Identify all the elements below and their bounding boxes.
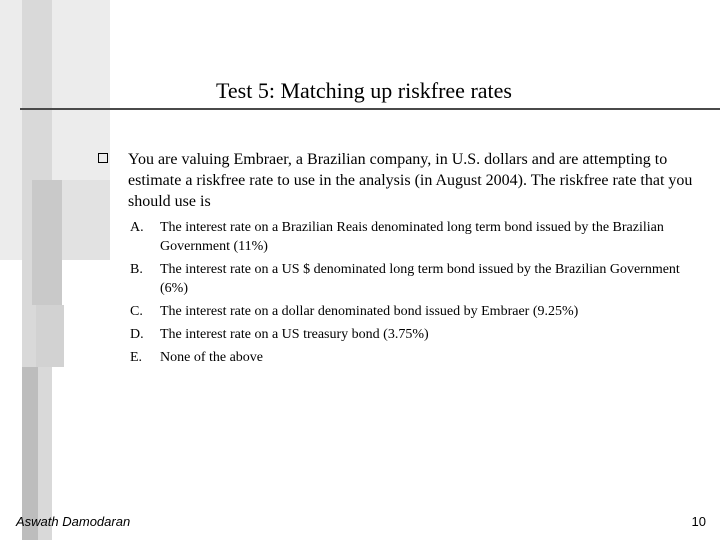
option-text: The interest rate on a US treasury bond (3.75%)	[160, 327, 429, 342]
answer-option-e	[130, 348, 690, 367]
answer-option-c	[130, 302, 690, 321]
slide-title: Test 5: Matching up riskfree rates	[216, 78, 512, 103]
question-text: You are valuing Embraer, a Brazilian company, in U.S. dollars and are attempting to estimate a riskfree rate to use in the analysis (in August 2004). The riskfree rate that you should use is	[128, 151, 693, 210]
page-number: 10	[691, 514, 706, 529]
answer-option-a	[130, 218, 690, 256]
option-letter: D.	[130, 327, 144, 342]
option-letter: C.	[130, 304, 143, 319]
decorative-block	[32, 180, 62, 305]
square-bullet-icon	[98, 153, 108, 163]
decorative-block	[36, 305, 64, 367]
option-text: None of the above	[160, 350, 264, 365]
option-letter: A.	[130, 220, 144, 235]
option-text: The interest rate on a US $ denominated long term bond issued by the Brazilian Government (6%)	[160, 262, 680, 296]
answer-option-d	[130, 325, 690, 344]
option-letter: E.	[130, 350, 143, 365]
option-letter: B.	[130, 262, 143, 277]
footer-author: Aswath Damodaran	[16, 514, 131, 529]
decorative-block	[58, 180, 110, 260]
option-text: The interest rate on a Brazilian Reais denominated long term bond issued by the Brazilian Government (11%)	[160, 220, 664, 254]
answer-option-b	[130, 260, 690, 298]
title-divider	[20, 108, 720, 110]
answer-options-list	[130, 218, 690, 371]
option-text: The interest rate on a dollar denominated bond issued by Embraer (9.25%)	[160, 304, 579, 319]
